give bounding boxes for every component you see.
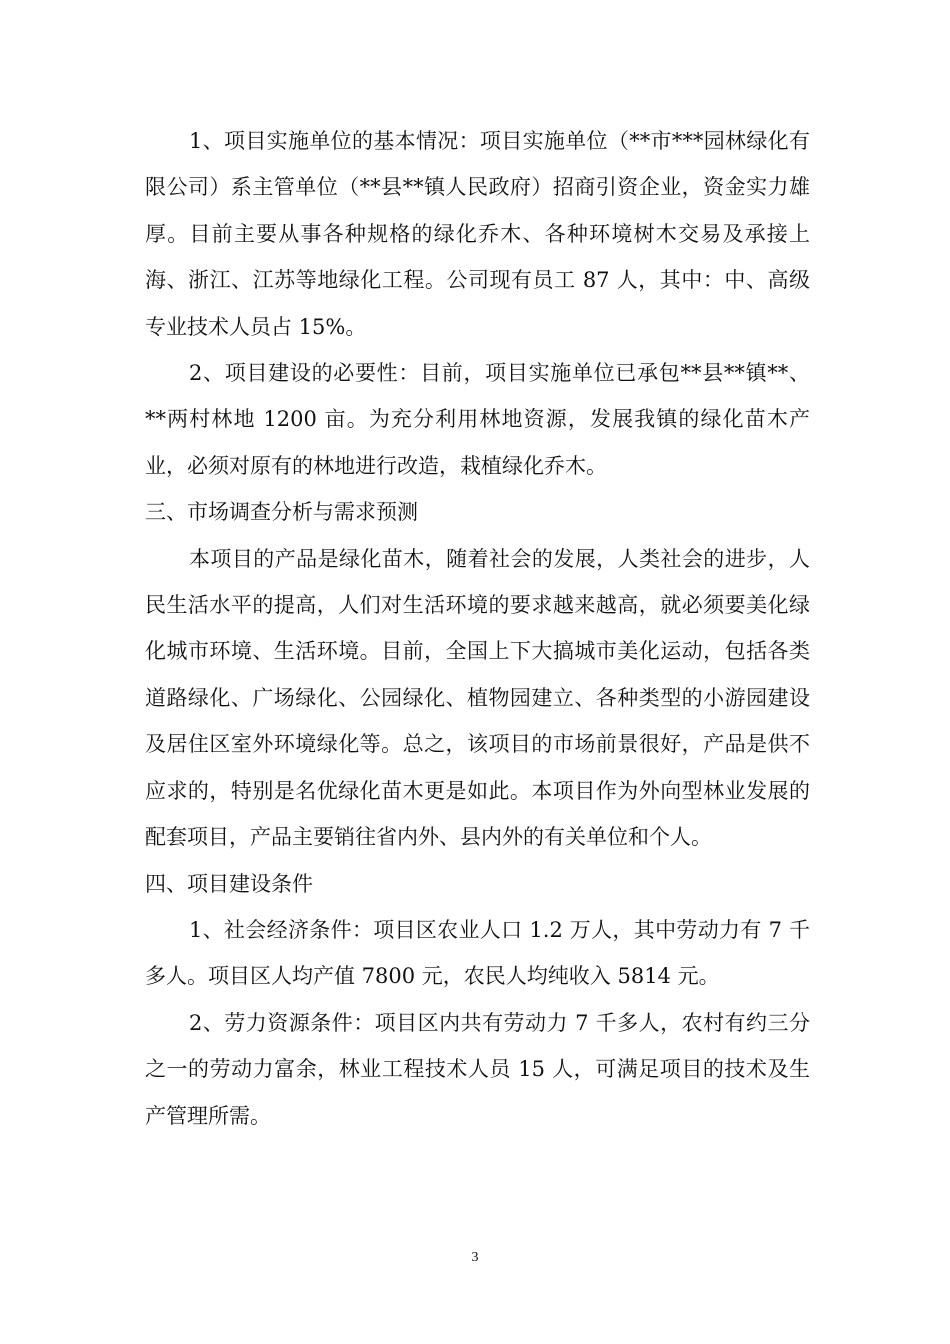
paragraph-market-analysis: 本项目的产品是绿化苗木，随着社会的发展，人类社会的进步，人民生活水平的提高，人们对生活环境的要求越来越高，就必须要美化绿化城市环境、生活环境。目前，全国上下大搞城市美化运动，包括各类道路绿化、广场绿化、公园绿化、植物园建立、各种类型的小游园建设及居住区室外环境绿化等。总之，该项目的市场前景很好，产品是供不应求的，特别是名优绿化苗木更是如此。本项目作为外向型林业发展的配套项目，产品主要销往省内外、县内外的有关单位和个人。 (145, 546, 810, 850)
section-heading-construction-conditions: 四、项目建设条件 (145, 871, 313, 896)
section-heading-market-analysis: 三、市场调查分析与需求预测 (145, 500, 418, 525)
page-number: 3 (471, 1250, 479, 1265)
document-body (145, 118, 810, 1139)
paragraph-labor-resources: 2、劳力资源条件：项目区内共有劳动力 7 千多人，农村有约三分之一的劳动力富余，林业工程技术人员 15 人，可满足项目的技术及生产管理所需。 (145, 1010, 810, 1128)
paragraph-necessity: 2、项目建设的必要性：目前，项目实施单位已承包**县**镇**、**两村林地 1200 亩。为充分利用林地资源，发展我镇的绿化苗木产业，必须对原有的林地进行改造，栽植绿化乔木。 (145, 361, 810, 478)
paragraph-implementing-unit: 1、项目实施单位的基本情况：项目实施单位（**市***园林绿化有限公司）系主管单位（**县**镇人民政府）招商引资企业，资金实力雄厚。目前主要从事各种规格的绿化乔木、各种环境树木交易及承接上海、浙江、江苏等地绿化工程。公司现有员工 87 人，其中：中、高级专业技术人员占 15%。 (145, 129, 810, 339)
paragraph-socioeconomic-conditions: 1、社会经济条件：项目区农业人口 1.2 万人，其中劳动力有 7 千多人。项目区人均产值 7800 元，农民人均纯收入 5814 元。 (145, 917, 810, 989)
